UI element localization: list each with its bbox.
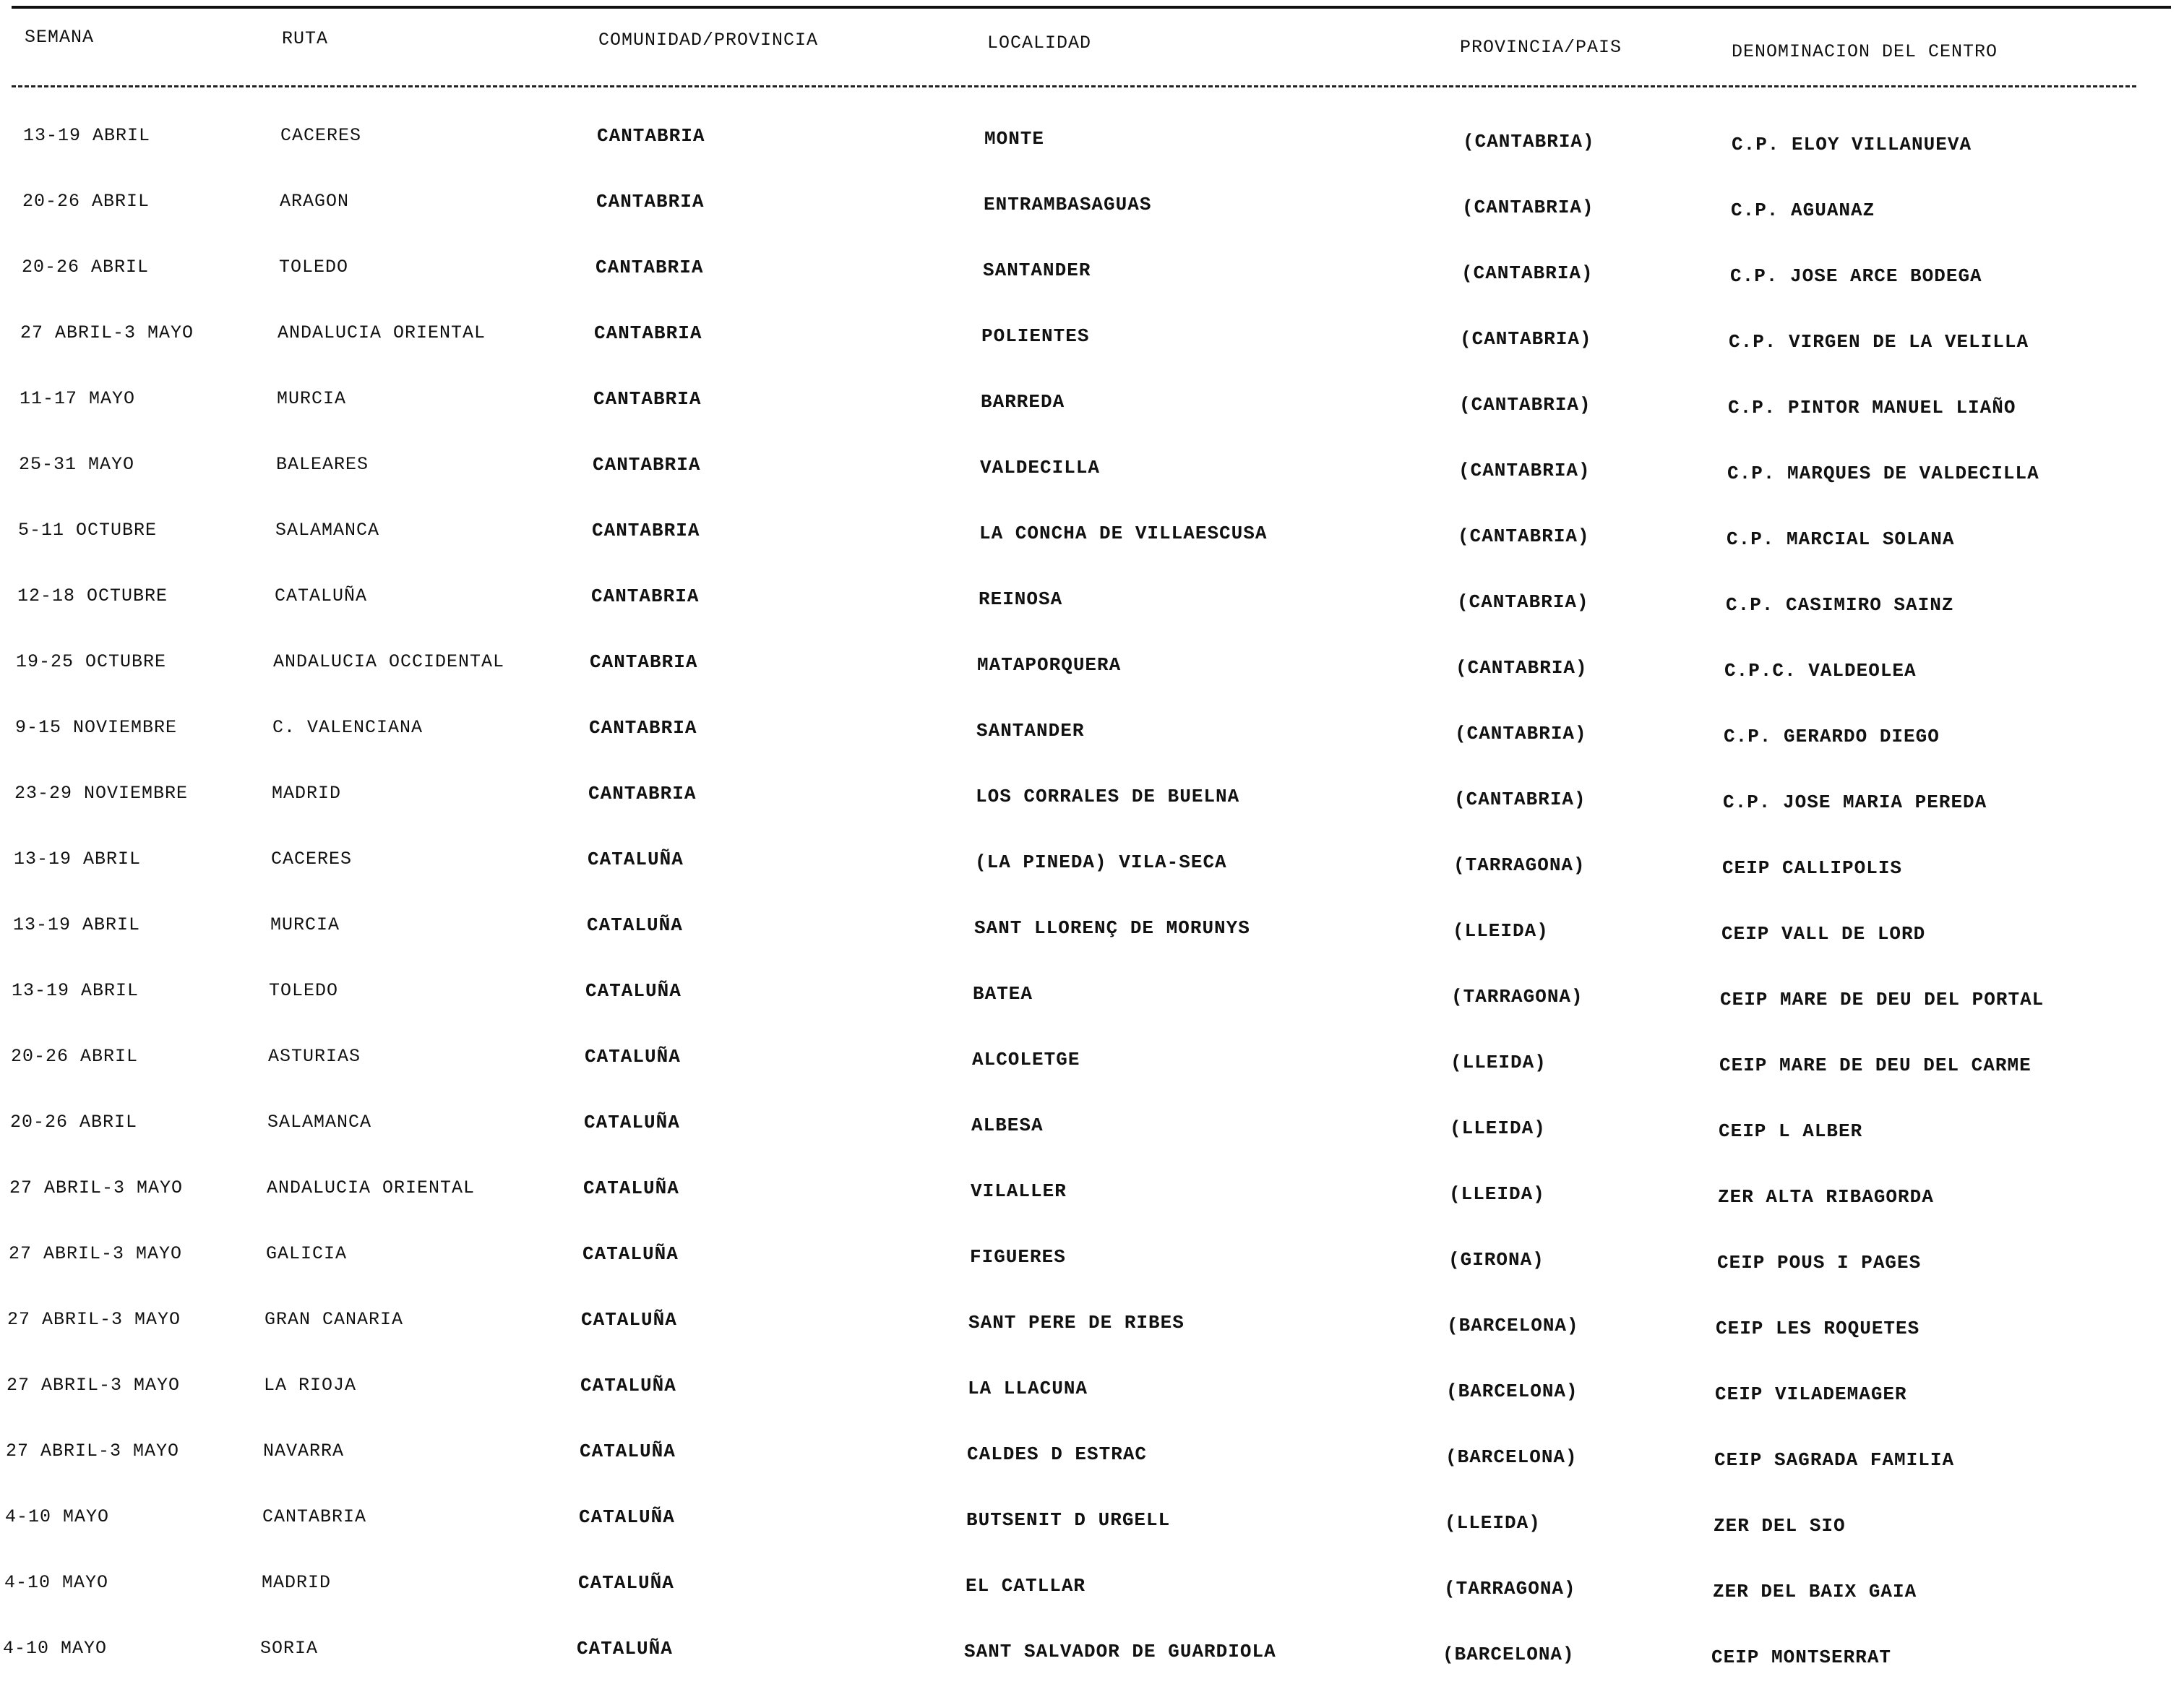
table-row [0,1042,2172,1108]
cell-centro: C.P. MARCIAL SOLANA [1727,528,1955,550]
cell-ruta: MADRID [262,1572,332,1593]
cell-comunidad: CATALUÑA [580,1441,676,1462]
cell-comunidad: CATALUÑA [588,849,684,870]
cell-centro: C.P. MARQUES DE VALDECILLA [1727,463,2039,484]
table-row [0,1503,2166,1568]
cell-centro: C.P. JOSE MARIA PEREDA [1723,791,1987,813]
cell-comunidad: CATALUÑA [581,1309,677,1331]
cell-comunidad: CATALUÑA [578,1572,674,1594]
cell-provincia: (CANTABRIA) [1455,723,1587,744]
cell-semana: 20-26 ABRIL [11,1046,139,1067]
cell-ruta: ANDALUCIA ORIENTAL [267,1177,476,1198]
cell-ruta: ASTURIAS [268,1046,361,1067]
cell-centro: CEIP MARE DE DEU DEL PORTAL [1720,989,2045,1010]
cell-comunidad: CATALUÑA [585,980,682,1002]
cell-comunidad: CATALUÑA [577,1638,673,1660]
cell-comunidad: CANTABRIA [594,322,702,344]
cell-ruta: SALAMANCA [275,520,380,541]
header-ruta: RUTA [282,28,329,49]
table-row [0,648,2177,713]
cell-centro: CEIP POUS I PAGES [1717,1252,1922,1274]
cell-comunidad: CANTABRIA [588,783,697,804]
table-row [0,582,2178,648]
cell-centro: C.P. JOSE ARCE BODEGA [1730,265,1982,287]
cell-semana: 9-15 NOVIEMBRE [15,717,178,738]
cell-ruta: LA RIOJA [264,1375,357,1396]
cell-semana: 27 ABRIL-3 MAYO [7,1375,181,1396]
cell-comunidad: CANTABRIA [591,585,700,607]
cell-ruta: GRAN CANARIA [265,1309,404,1330]
table-row [0,713,2176,779]
cell-localidad: ALBESA [971,1115,1044,1136]
cell-centro: ZER DEL BAIX GAIA [1713,1581,1917,1602]
cell-provincia: (CANTABRIA) [1457,591,1589,613]
cell-centro: C.P. PINTOR MANUEL LIAÑO [1728,397,2016,418]
table-row [0,779,2175,845]
cell-ruta: CATALUÑA [275,585,368,606]
cell-ruta: CACERES [271,849,353,870]
cell-provincia: (TARRAGONA) [1444,1578,1576,1600]
header-provincia: PROVINCIA/PAIS [1460,37,1622,58]
cell-provincia: (BARCELONA) [1447,1315,1579,1336]
cell-ruta: ANDALUCIA OCCIDENTAL [273,651,505,672]
cell-ruta: BALEARES [276,454,369,475]
cell-centro: C.P. VIRGEN DE LA VELILLA [1729,331,2029,353]
cell-centro: ZER DEL SIO [1714,1515,1846,1537]
header-comunidad: COMUNIDAD/PROVINCIA [598,30,819,51]
cell-ruta: TOLEDO [279,257,349,278]
table-row [0,450,2180,516]
cell-ruta: CANTABRIA [262,1506,367,1527]
cell-provincia: (TARRAGONA) [1451,986,1583,1008]
cell-semana: 20-26 ABRIL [22,257,150,278]
cell-centro: CEIP MONTSERRAT [1711,1647,1892,1668]
cell-centro: CEIP CALLIPOLIS [1722,857,1903,879]
cell-provincia: (CANTABRIA) [1463,131,1595,153]
cell-comunidad: CANTABRIA [590,651,698,673]
top-rule [12,6,2171,9]
cell-ruta: TOLEDO [269,980,339,1001]
cell-semana: 4-10 MAYO [3,1638,108,1659]
cell-comunidad: CANTABRIA [593,388,702,410]
cell-centro: C.P. CASIMIRO SAINZ [1726,594,1954,616]
table-row [0,1108,2171,1174]
cell-provincia: (CANTABRIA) [1461,262,1594,284]
table-row [0,1305,2168,1371]
cell-localidad: EL CATLLAR [966,1575,1086,1597]
cell-localidad: ALCOLETGE [972,1049,1080,1070]
header-denominacion: DENOMINACION DEL CENTRO [1732,41,1998,62]
cell-localidad: BATEA [973,983,1033,1005]
table-row [0,187,2183,253]
cell-centro: CEIP VALL DE LORD [1721,923,1926,945]
cell-comunidad: CANTABRIA [589,717,697,739]
table-row [0,1437,2167,1503]
table-row [0,845,2175,911]
cell-semana: 23-29 NOVIEMBRE [14,783,189,804]
cell-centro: CEIP L ALBER [1719,1120,1863,1142]
cell-comunidad: CATALUÑA [583,1177,679,1199]
cell-semana: 4-10 MAYO [4,1572,109,1593]
cell-ruta: ARAGON [280,191,350,212]
cell-localidad: REINOSA [979,588,1063,610]
cell-localidad: MONTE [984,128,1045,150]
cell-localidad: SANT LLORENÇ DE MORUNYS [974,917,1250,939]
cell-localidad: SANTANDER [976,720,1085,742]
cell-provincia: (LLEIDA) [1445,1512,1541,1534]
cell-semana: 27 ABRIL-3 MAYO [9,1243,183,1264]
cell-localidad: VILALLER [971,1180,1067,1202]
cell-provincia: (CANTABRIA) [1462,197,1594,218]
cell-centro: ZER ALTA RIBAGORDA [1718,1186,1934,1208]
table-row [0,253,2183,319]
cell-semana: 13-19 ABRIL [23,125,151,146]
cell-centro: C.P. AGUANAZ [1731,199,1875,221]
cell-comunidad: CATALUÑA [580,1375,676,1396]
cell-provincia: (LLEIDA) [1449,1183,1545,1205]
cell-provincia: (CANTABRIA) [1458,525,1590,547]
cell-localidad: LOS CORRALES DE BUELNA [976,786,1240,807]
table-row [0,1568,2165,1634]
cell-semana: 27 ABRIL-3 MAYO [7,1309,181,1330]
header-separator [12,85,2136,87]
cell-semana: 11-17 MAYO [20,388,136,409]
cell-provincia: (LLEIDA) [1453,920,1549,942]
cell-semana: 12-18 OCTUBRE [17,585,168,606]
cell-localidad: POLIENTES [981,325,1090,347]
cell-comunidad: CATALUÑA [579,1506,675,1528]
cell-semana: 13-19 ABRIL [13,914,141,935]
cell-localidad: VALDECILLA [980,457,1101,478]
table-row [0,319,2181,385]
cell-localidad: BUTSENIT D URGELL [966,1509,1171,1531]
cell-ruta: C. VALENCIANA [272,717,424,738]
cell-comunidad: CATALUÑA [582,1243,679,1265]
cell-semana: 20-26 ABRIL [22,191,150,212]
cell-semana: 20-26 ABRIL [10,1112,138,1133]
table-row [0,516,2179,582]
cell-ruta: SORIA [260,1638,319,1659]
cell-localidad: LA CONCHA DE VILLAESCUSA [979,523,1268,544]
cell-semana: 25-31 MAYO [19,454,135,475]
table-row [0,911,2174,976]
cell-semana: 27 ABRIL-3 MAYO [20,322,194,343]
cell-centro: C.P. GERARDO DIEGO [1724,726,1940,747]
cell-provincia: (CANTABRIA) [1456,657,1588,679]
cell-localidad: LA LLACUNA [968,1378,1088,1399]
cell-comunidad: CANTABRIA [592,520,700,541]
cell-localidad: ENTRAMBASAGUAS [984,194,1152,215]
cell-semana: 5-11 OCTUBRE [18,520,158,541]
table-row [0,1371,2167,1437]
table-row [0,1174,2170,1240]
table-row [0,121,2184,187]
cell-comunidad: CANTABRIA [596,191,705,212]
cell-provincia: (BARCELONA) [1443,1644,1575,1665]
cell-ruta: MADRID [272,783,342,804]
cell-semana: 13-19 ABRIL [12,980,139,1001]
cell-provincia: (CANTABRIA) [1460,328,1592,350]
table-row [0,976,2172,1042]
table-row [0,385,2180,450]
cell-ruta: CACERES [280,125,362,146]
table-row [0,1240,2170,1305]
cell-provincia: (TARRAGONA) [1453,854,1586,876]
cell-centro: CEIP MARE DE DEU DEL CARME [1719,1055,2032,1076]
cell-provincia: (BARCELONA) [1446,1381,1578,1402]
cell-localidad: SANT PERE DE RIBES [968,1312,1185,1334]
cell-localidad: BARREDA [981,391,1065,413]
cell-semana: 27 ABRIL-3 MAYO [9,1177,184,1198]
cell-ruta: MURCIA [270,914,340,935]
cell-ruta: ANDALUCIA ORIENTAL [278,322,486,343]
cell-provincia: (BARCELONA) [1445,1446,1578,1468]
cell-comunidad: CANTABRIA [596,257,704,278]
cell-ruta: NAVARRA [263,1441,345,1461]
cell-localidad: CALDES D ESTRAC [967,1443,1148,1465]
table-row [0,1634,2164,1700]
cell-provincia: (LLEIDA) [1450,1052,1547,1073]
cell-comunidad: CATALUÑA [585,1046,681,1068]
cell-ruta: GALICIA [266,1243,348,1264]
cell-centro: CEIP LES ROQUETES [1716,1318,1920,1339]
cell-centro: CEIP VILADEMAGER [1715,1383,1907,1405]
cell-localidad: MATAPORQUERA [977,654,1122,676]
cell-centro: CEIP SAGRADA FAMILIA [1714,1449,1955,1471]
cell-localidad: (LA PINEDA) VILA-SECA [975,851,1227,873]
cell-comunidad: CATALUÑA [587,914,683,936]
cell-localidad: SANT SALVADOR DE GUARDIOLA [964,1641,1276,1662]
cell-semana: 4-10 MAYO [5,1506,110,1527]
cell-localidad: FIGUERES [970,1246,1066,1268]
header-localidad: LOCALIDAD [987,33,1092,53]
cell-provincia: (GIRONA) [1448,1249,1544,1271]
header-semana: SEMANA [25,27,95,48]
cell-comunidad: CANTABRIA [597,125,705,147]
cell-provincia: (CANTABRIA) [1458,460,1591,481]
cell-semana: 13-19 ABRIL [14,849,142,870]
cell-comunidad: CANTABRIA [593,454,701,476]
cell-centro: C.P. ELOY VILLANUEVA [1732,134,1972,155]
cell-semana: 27 ABRIL-3 MAYO [6,1441,180,1461]
cell-semana: 19-25 OCTUBRE [16,651,167,672]
cell-localidad: SANTANDER [983,259,1091,281]
table-body [0,121,2184,1700]
cell-provincia: (CANTABRIA) [1459,394,1591,416]
cell-provincia: (CANTABRIA) [1454,789,1586,810]
cell-ruta: SALAMANCA [267,1112,372,1133]
cell-ruta: MURCIA [277,388,347,409]
cell-centro: C.P.C. VALDEOLEA [1724,660,1917,682]
cell-provincia: (LLEIDA) [1450,1117,1546,1139]
cell-comunidad: CATALUÑA [584,1112,680,1133]
